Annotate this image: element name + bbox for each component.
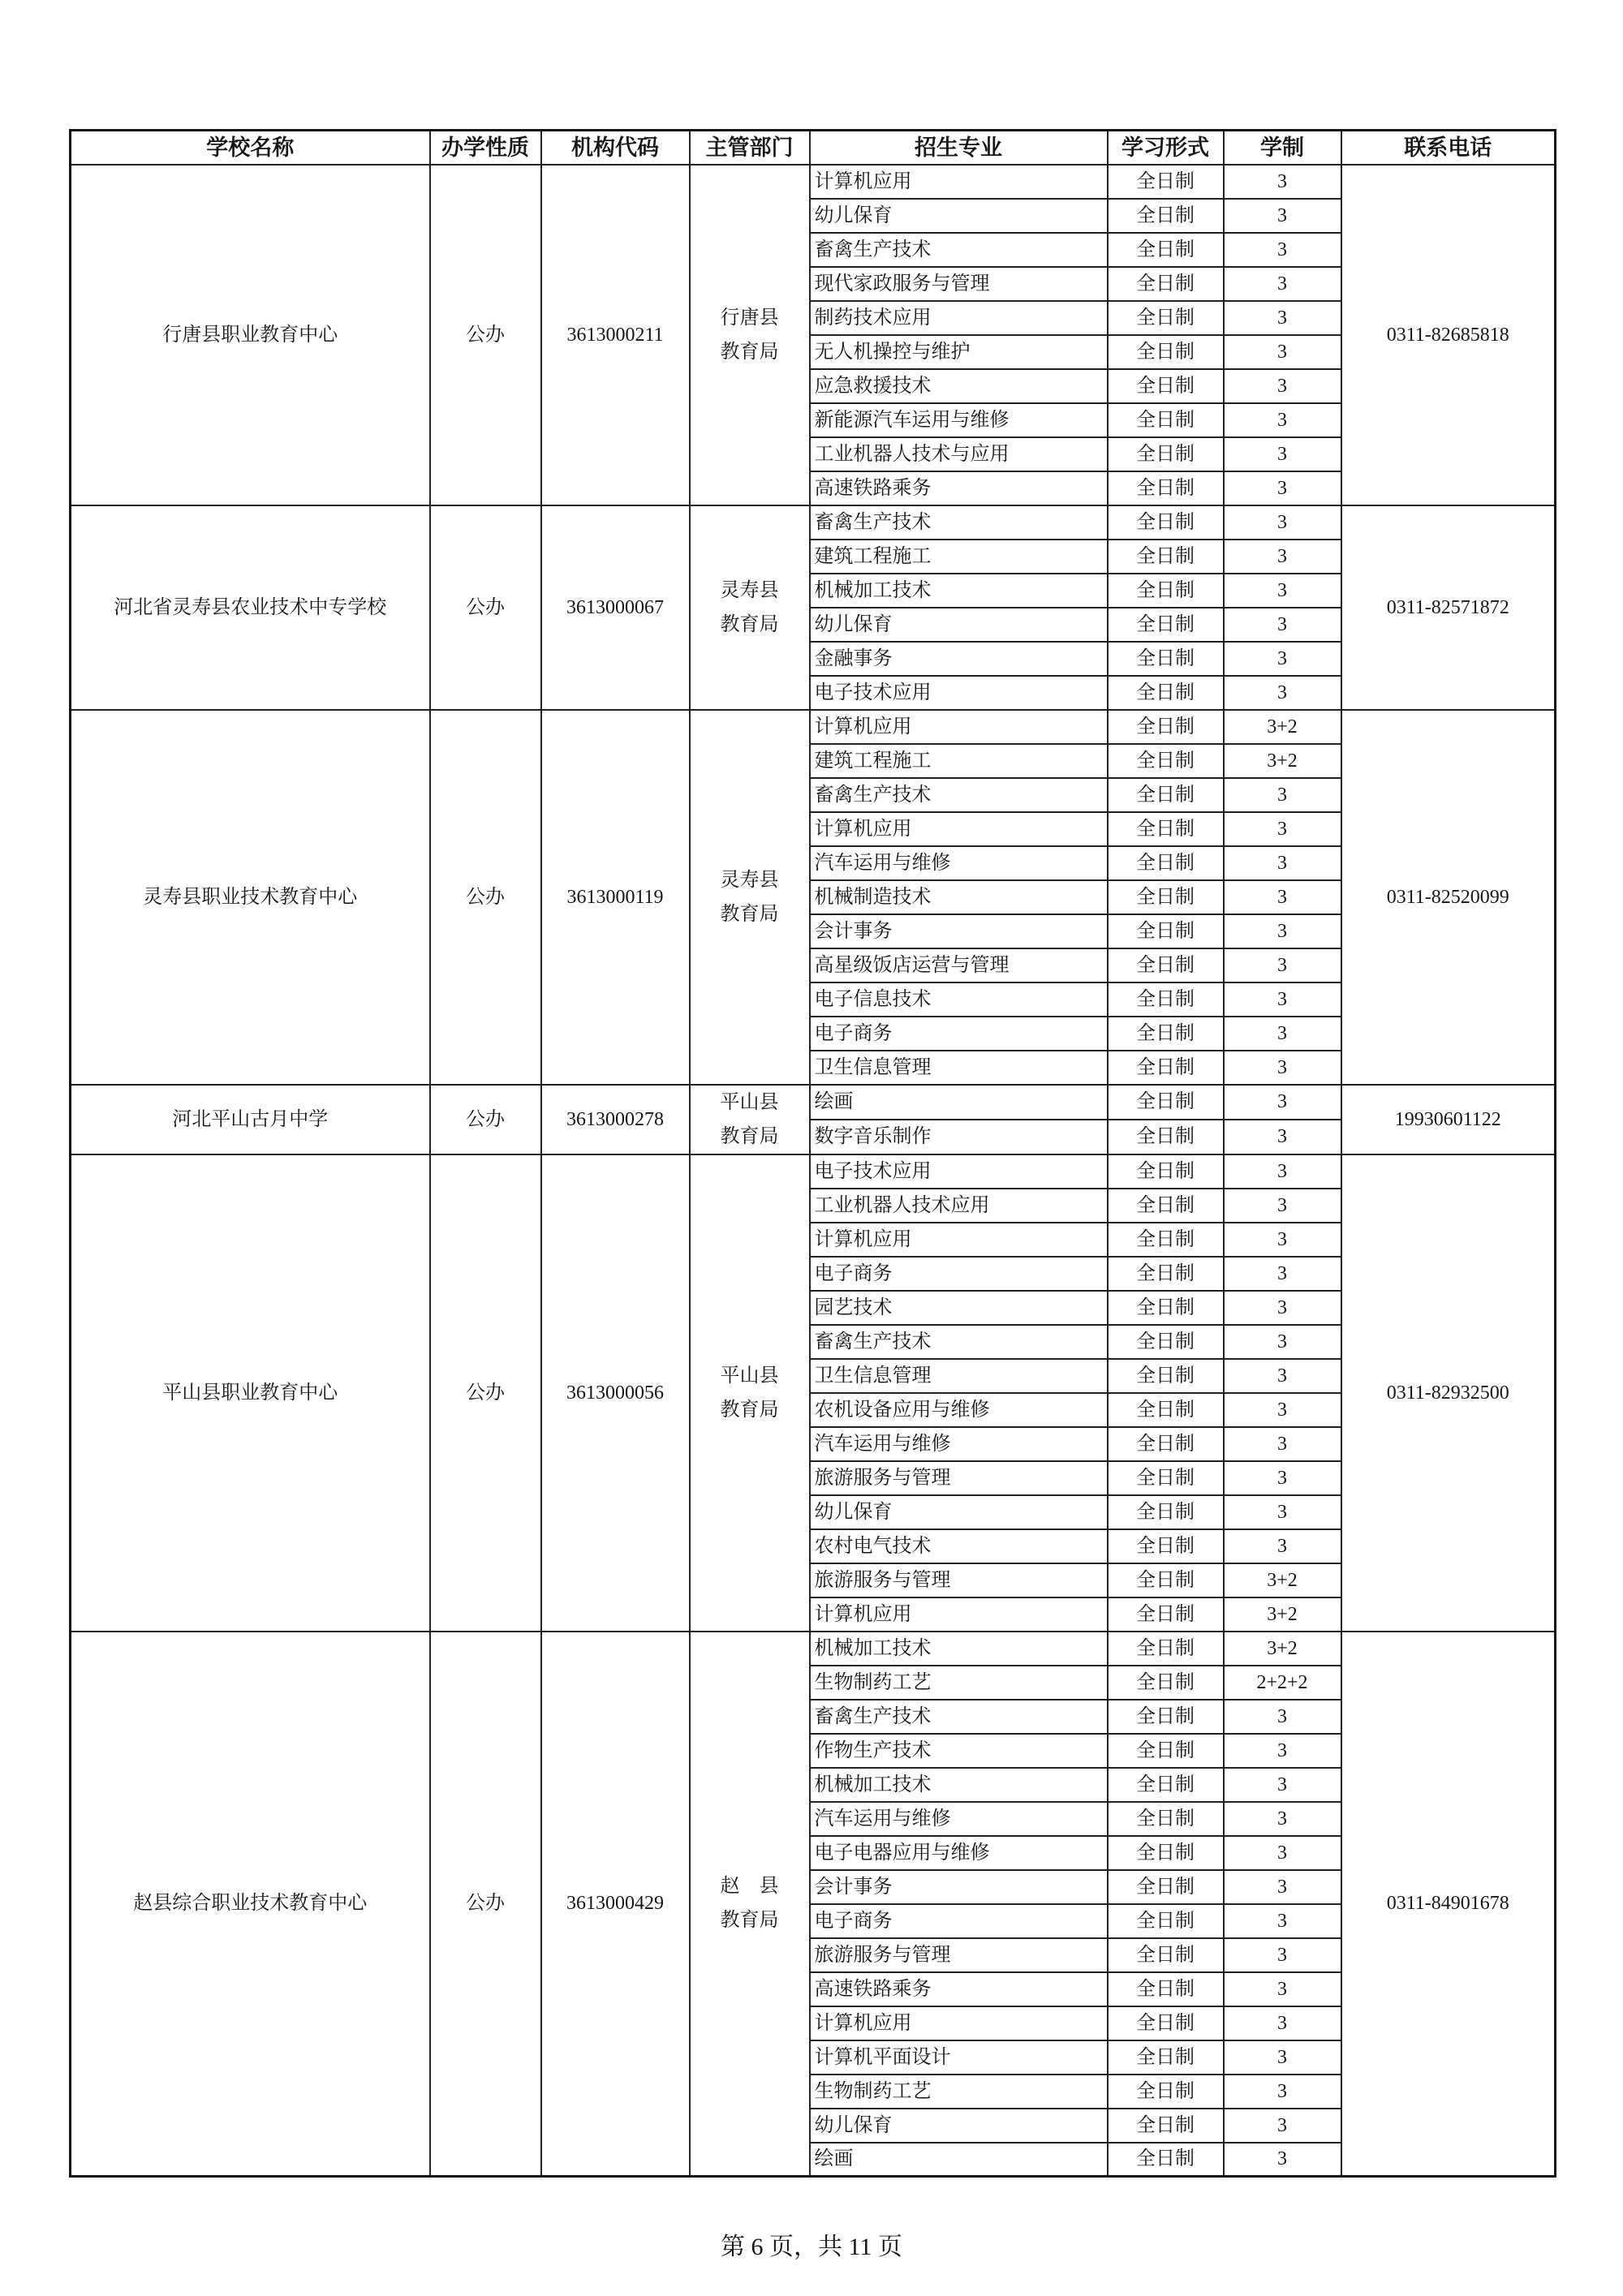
department-line: 教育局 — [720, 613, 779, 635]
major-cell: 计算机应用 — [810, 1223, 1108, 1257]
study-mode-cell: 全日制 — [1108, 1563, 1224, 1597]
phone-cell: 0311-82685818 — [1341, 165, 1556, 505]
duration-cell: 3 — [1224, 1051, 1341, 1085]
school-name-cell: 赵县综合职业技术教育中心 — [71, 1632, 430, 2177]
major-cell: 计算机应用 — [810, 710, 1108, 744]
duration-cell: 3 — [1224, 1870, 1341, 1904]
study-mode-cell: 全日制 — [1108, 1154, 1224, 1189]
major-cell: 旅游服务与管理 — [810, 1938, 1108, 1972]
school-nature-cell: 公办 — [430, 505, 541, 710]
major-cell: 生物制药工艺 — [810, 1666, 1108, 1700]
duration-cell: 3 — [1224, 2040, 1341, 2075]
major-cell: 汽车运用与维修 — [810, 1802, 1108, 1836]
major-cell: 无人机操控与维护 — [810, 335, 1108, 369]
duration-cell: 3 — [1224, 335, 1341, 369]
study-mode-cell: 全日制 — [1108, 778, 1224, 812]
phone-cell: 0311-82932500 — [1341, 1154, 1556, 1632]
duration-cell: 3 — [1224, 608, 1341, 642]
table-header-row — [71, 131, 1556, 165]
study-mode-cell: 全日制 — [1108, 744, 1224, 778]
study-mode-cell: 全日制 — [1108, 1972, 1224, 2006]
table-row — [71, 710, 1556, 744]
major-cell: 制药技术应用 — [810, 301, 1108, 335]
major-cell: 计算机应用 — [810, 2006, 1108, 2040]
study-mode-cell: 全日制 — [1108, 2006, 1224, 2040]
department-line: 教育局 — [720, 1399, 779, 1421]
major-cell: 绘画 — [810, 1085, 1108, 1120]
duration-cell: 3 — [1224, 1529, 1341, 1563]
school-name-cell: 平山县职业教育中心 — [71, 1154, 430, 1632]
study-mode-cell: 全日制 — [1108, 2143, 1224, 2177]
department-line: 行唐县 — [720, 307, 779, 329]
school-nature-cell: 公办 — [430, 1085, 541, 1154]
department-line: 灵寿县 — [720, 869, 779, 891]
institution-code-cell: 3613000211 — [541, 165, 690, 505]
table-row — [71, 165, 1556, 199]
major-cell: 汽车运用与维修 — [810, 846, 1108, 880]
study-mode-cell: 全日制 — [1108, 1666, 1224, 1700]
page-footer: 第 6 页，共 11 页 — [721, 2234, 902, 2260]
department-line: 教育局 — [720, 903, 779, 925]
major-cell: 旅游服务与管理 — [810, 1461, 1108, 1495]
major-cell: 卫生信息管理 — [810, 1359, 1108, 1393]
duration-cell: 3 — [1224, 812, 1341, 846]
header-school-nature: 办学性质 — [430, 131, 541, 165]
major-cell: 幼儿保育 — [810, 199, 1108, 233]
study-mode-cell: 全日制 — [1108, 165, 1224, 199]
major-cell: 机械制造技术 — [810, 880, 1108, 914]
duration-cell: 3 — [1224, 1495, 1341, 1529]
major-cell: 卫生信息管理 — [810, 1051, 1108, 1085]
major-cell: 高星级饭店运营与管理 — [810, 948, 1108, 982]
major-cell: 畜禽生产技术 — [810, 778, 1108, 812]
major-cell: 电子电器应用与维修 — [810, 1836, 1108, 1870]
study-mode-cell: 全日制 — [1108, 1632, 1224, 1666]
study-mode-cell: 全日制 — [1108, 1529, 1224, 1563]
major-cell: 电子技术应用 — [810, 676, 1108, 710]
duration-cell: 3 — [1224, 1325, 1341, 1359]
institution-code-cell: 3613000278 — [541, 1085, 690, 1154]
major-cell: 电子商务 — [810, 1257, 1108, 1291]
duration-cell: 3 — [1224, 1836, 1341, 1870]
duration-cell: 3 — [1224, 676, 1341, 710]
major-cell: 计算机应用 — [810, 165, 1108, 199]
department-cell — [690, 710, 810, 1085]
duration-cell: 3 — [1224, 574, 1341, 608]
study-mode-cell: 全日制 — [1108, 1870, 1224, 1904]
duration-cell: 3 — [1224, 403, 1341, 437]
study-mode-cell: 全日制 — [1108, 1904, 1224, 1938]
admissions-table — [69, 129, 1556, 2178]
duration-cell: 3 — [1224, 1427, 1341, 1461]
study-mode-cell: 全日制 — [1108, 948, 1224, 982]
duration-cell: 3 — [1224, 1461, 1341, 1495]
study-mode-cell: 全日制 — [1108, 982, 1224, 1017]
study-mode-cell: 全日制 — [1108, 1291, 1224, 1325]
header-study-mode: 学习形式 — [1108, 131, 1224, 165]
department-line: 平山县 — [720, 1091, 779, 1113]
study-mode-cell: 全日制 — [1108, 880, 1224, 914]
duration-cell: 3 — [1224, 982, 1341, 1017]
study-mode-cell: 全日制 — [1108, 914, 1224, 948]
duration-cell: 3+2 — [1224, 1632, 1341, 1666]
department-cell — [690, 1632, 810, 2177]
study-mode-cell: 全日制 — [1108, 1189, 1224, 1223]
department-cell — [690, 1154, 810, 1632]
duration-cell: 3 — [1224, 165, 1341, 199]
study-mode-cell: 全日制 — [1108, 2075, 1224, 2109]
duration-cell: 3 — [1224, 2075, 1341, 2109]
duration-cell: 3+2 — [1224, 1563, 1341, 1597]
study-mode-cell: 全日制 — [1108, 1120, 1224, 1154]
table-body — [71, 165, 1556, 2177]
major-cell: 电子商务 — [810, 1904, 1108, 1938]
school-name-cell: 行唐县职业教育中心 — [71, 165, 430, 505]
major-cell: 畜禽生产技术 — [810, 505, 1108, 540]
table-row — [71, 1154, 1556, 1189]
duration-cell: 3 — [1224, 1085, 1341, 1120]
major-cell: 机械加工技术 — [810, 574, 1108, 608]
header-major: 招生专业 — [810, 131, 1108, 165]
school-nature-cell: 公办 — [430, 165, 541, 505]
study-mode-cell: 全日制 — [1108, 2040, 1224, 2075]
institution-code-cell: 3613000067 — [541, 505, 690, 710]
table-row — [71, 1632, 1556, 1666]
department-cell — [690, 1085, 810, 1154]
major-cell: 汽车运用与维修 — [810, 1427, 1108, 1461]
duration-cell: 3 — [1224, 1257, 1341, 1291]
major-cell: 高速铁路乘务 — [810, 471, 1108, 505]
duration-cell: 3 — [1224, 1802, 1341, 1836]
major-cell: 电子技术应用 — [810, 1154, 1108, 1189]
school-name-cell: 灵寿县职业技术教育中心 — [71, 710, 430, 1085]
study-mode-cell: 全日制 — [1108, 267, 1224, 301]
study-mode-cell: 全日制 — [1108, 1461, 1224, 1495]
duration-cell: 3 — [1224, 1223, 1341, 1257]
study-mode-cell: 全日制 — [1108, 1836, 1224, 1870]
school-name-cell: 河北省灵寿县农业技术中专学校 — [71, 505, 430, 710]
major-cell: 现代家政服务与管理 — [810, 267, 1108, 301]
institution-code-cell: 3613000119 — [541, 710, 690, 1085]
duration-cell: 3 — [1224, 369, 1341, 403]
duration-cell: 3 — [1224, 1393, 1341, 1427]
study-mode-cell: 全日制 — [1108, 608, 1224, 642]
header-duration: 学制 — [1224, 131, 1341, 165]
department-line: 平山县 — [720, 1365, 779, 1387]
duration-cell: 3 — [1224, 2006, 1341, 2040]
major-cell: 金融事务 — [810, 642, 1108, 676]
study-mode-cell: 全日制 — [1108, 1802, 1224, 1836]
major-cell: 计算机应用 — [810, 1597, 1108, 1632]
header-department: 主管部门 — [690, 131, 810, 165]
major-cell: 计算机应用 — [810, 812, 1108, 846]
study-mode-cell: 全日制 — [1108, 1325, 1224, 1359]
major-cell: 畜禽生产技术 — [810, 1700, 1108, 1734]
study-mode-cell: 全日制 — [1108, 1597, 1224, 1632]
major-cell: 高速铁路乘务 — [810, 1972, 1108, 2006]
major-cell: 计算机平面设计 — [810, 2040, 1108, 2075]
duration-cell: 3 — [1224, 1734, 1341, 1768]
duration-cell: 3 — [1224, 505, 1341, 540]
study-mode-cell: 全日制 — [1108, 1085, 1224, 1120]
phone-cell: 0311-84901678 — [1341, 1632, 1556, 2177]
major-cell: 园艺技术 — [810, 1291, 1108, 1325]
duration-cell: 3 — [1224, 1938, 1341, 1972]
table-row — [71, 1085, 1556, 1120]
study-mode-cell: 全日制 — [1108, 1734, 1224, 1768]
major-cell: 幼儿保育 — [810, 608, 1108, 642]
department-line: 教育局 — [720, 1910, 779, 1932]
study-mode-cell: 全日制 — [1108, 471, 1224, 505]
duration-cell: 3 — [1224, 1359, 1341, 1393]
duration-cell: 3+2 — [1224, 1597, 1341, 1632]
major-cell: 畜禽生产技术 — [810, 1325, 1108, 1359]
study-mode-cell: 全日制 — [1108, 540, 1224, 574]
duration-cell: 3 — [1224, 846, 1341, 880]
study-mode-cell: 全日制 — [1108, 199, 1224, 233]
school-nature-cell: 公办 — [430, 1632, 541, 2177]
major-cell: 建筑工程施工 — [810, 540, 1108, 574]
phone-cell: 19930601122 — [1341, 1085, 1556, 1154]
table-row — [71, 505, 1556, 540]
duration-cell: 3 — [1224, 1017, 1341, 1051]
duration-cell: 3 — [1224, 1154, 1341, 1189]
major-cell: 农机设备应用与维修 — [810, 1393, 1108, 1427]
department-line: 灵寿县 — [720, 579, 779, 601]
study-mode-cell: 全日制 — [1108, 233, 1224, 267]
major-cell: 幼儿保育 — [810, 1495, 1108, 1529]
duration-cell: 3 — [1224, 1120, 1341, 1154]
study-mode-cell: 全日制 — [1108, 710, 1224, 744]
school-name-cell: 河北平山古月中学 — [71, 1085, 430, 1154]
department-line: 教育局 — [720, 341, 779, 363]
department-line: 教育局 — [720, 1125, 779, 1147]
major-cell: 新能源汽车运用与维修 — [810, 403, 1108, 437]
major-cell: 生物制药工艺 — [810, 2075, 1108, 2109]
major-cell: 农村电气技术 — [810, 1529, 1108, 1563]
major-cell: 会计事务 — [810, 914, 1108, 948]
study-mode-cell: 全日制 — [1108, 574, 1224, 608]
study-mode-cell: 全日制 — [1108, 1257, 1224, 1291]
study-mode-cell: 全日制 — [1108, 1359, 1224, 1393]
department-line: 赵 县 — [720, 1876, 779, 1898]
major-cell: 建筑工程施工 — [810, 744, 1108, 778]
major-cell: 工业机器人技术与应用 — [810, 437, 1108, 471]
duration-cell: 3 — [1224, 948, 1341, 982]
study-mode-cell: 全日制 — [1108, 1495, 1224, 1529]
duration-cell: 3 — [1224, 471, 1341, 505]
major-cell: 旅游服务与管理 — [810, 1563, 1108, 1597]
duration-cell: 3 — [1224, 778, 1341, 812]
major-cell: 幼儿保育 — [810, 2109, 1108, 2143]
major-cell: 绘画 — [810, 2143, 1108, 2177]
study-mode-cell: 全日制 — [1108, 846, 1224, 880]
phone-cell: 0311-82571872 — [1341, 505, 1556, 710]
duration-cell: 3 — [1224, 199, 1341, 233]
study-mode-cell: 全日制 — [1108, 676, 1224, 710]
study-mode-cell: 全日制 — [1108, 437, 1224, 471]
study-mode-cell: 全日制 — [1108, 1223, 1224, 1257]
institution-code-cell: 3613000056 — [541, 1154, 690, 1632]
duration-cell: 3 — [1224, 914, 1341, 948]
duration-cell: 3 — [1224, 233, 1341, 267]
major-cell: 作物生产技术 — [810, 1734, 1108, 1768]
duration-cell: 3 — [1224, 642, 1341, 676]
phone-cell: 0311-82520099 — [1341, 710, 1556, 1085]
duration-cell: 3 — [1224, 1189, 1341, 1223]
duration-cell: 3+2 — [1224, 744, 1341, 778]
major-cell: 会计事务 — [810, 1870, 1108, 1904]
header-phone: 联系电话 — [1341, 131, 1556, 165]
duration-cell: 3 — [1224, 1972, 1341, 2006]
duration-cell: 3 — [1224, 267, 1341, 301]
major-cell: 机械加工技术 — [810, 1632, 1108, 1666]
study-mode-cell: 全日制 — [1108, 369, 1224, 403]
study-mode-cell: 全日制 — [1108, 1427, 1224, 1461]
study-mode-cell: 全日制 — [1108, 1051, 1224, 1085]
study-mode-cell: 全日制 — [1108, 1017, 1224, 1051]
duration-cell: 3 — [1224, 880, 1341, 914]
major-cell: 应急救援技术 — [810, 369, 1108, 403]
department-cell — [690, 165, 810, 505]
major-cell: 电子商务 — [810, 1017, 1108, 1051]
study-mode-cell: 全日制 — [1108, 301, 1224, 335]
duration-cell: 3 — [1224, 2109, 1341, 2143]
study-mode-cell: 全日制 — [1108, 812, 1224, 846]
study-mode-cell: 全日制 — [1108, 642, 1224, 676]
duration-cell: 3+2 — [1224, 710, 1341, 744]
study-mode-cell: 全日制 — [1108, 403, 1224, 437]
duration-cell: 3 — [1224, 301, 1341, 335]
major-cell: 工业机器人技术应用 — [810, 1189, 1108, 1223]
duration-cell: 3 — [1224, 2143, 1341, 2177]
institution-code-cell: 3613000429 — [541, 1632, 690, 2177]
duration-cell: 3 — [1224, 540, 1341, 574]
school-nature-cell: 公办 — [430, 710, 541, 1085]
duration-cell: 2+2+2 — [1224, 1666, 1341, 1700]
major-cell: 数字音乐制作 — [810, 1120, 1108, 1154]
school-nature-cell: 公办 — [430, 1154, 541, 1632]
duration-cell: 3 — [1224, 437, 1341, 471]
duration-cell: 3 — [1224, 1768, 1341, 1802]
header-institution-code: 机构代码 — [541, 131, 690, 165]
study-mode-cell: 全日制 — [1108, 335, 1224, 369]
major-cell: 电子信息技术 — [810, 982, 1108, 1017]
major-cell: 机械加工技术 — [810, 1768, 1108, 1802]
study-mode-cell: 全日制 — [1108, 2109, 1224, 2143]
duration-cell: 3 — [1224, 1904, 1341, 1938]
study-mode-cell: 全日制 — [1108, 1768, 1224, 1802]
study-mode-cell: 全日制 — [1108, 1938, 1224, 1972]
duration-cell: 3 — [1224, 1700, 1341, 1734]
study-mode-cell: 全日制 — [1108, 1393, 1224, 1427]
duration-cell: 3 — [1224, 1291, 1341, 1325]
department-cell — [690, 505, 810, 710]
major-cell: 畜禽生产技术 — [810, 233, 1108, 267]
header-school-name: 学校名称 — [71, 131, 430, 165]
study-mode-cell: 全日制 — [1108, 1700, 1224, 1734]
study-mode-cell: 全日制 — [1108, 505, 1224, 540]
